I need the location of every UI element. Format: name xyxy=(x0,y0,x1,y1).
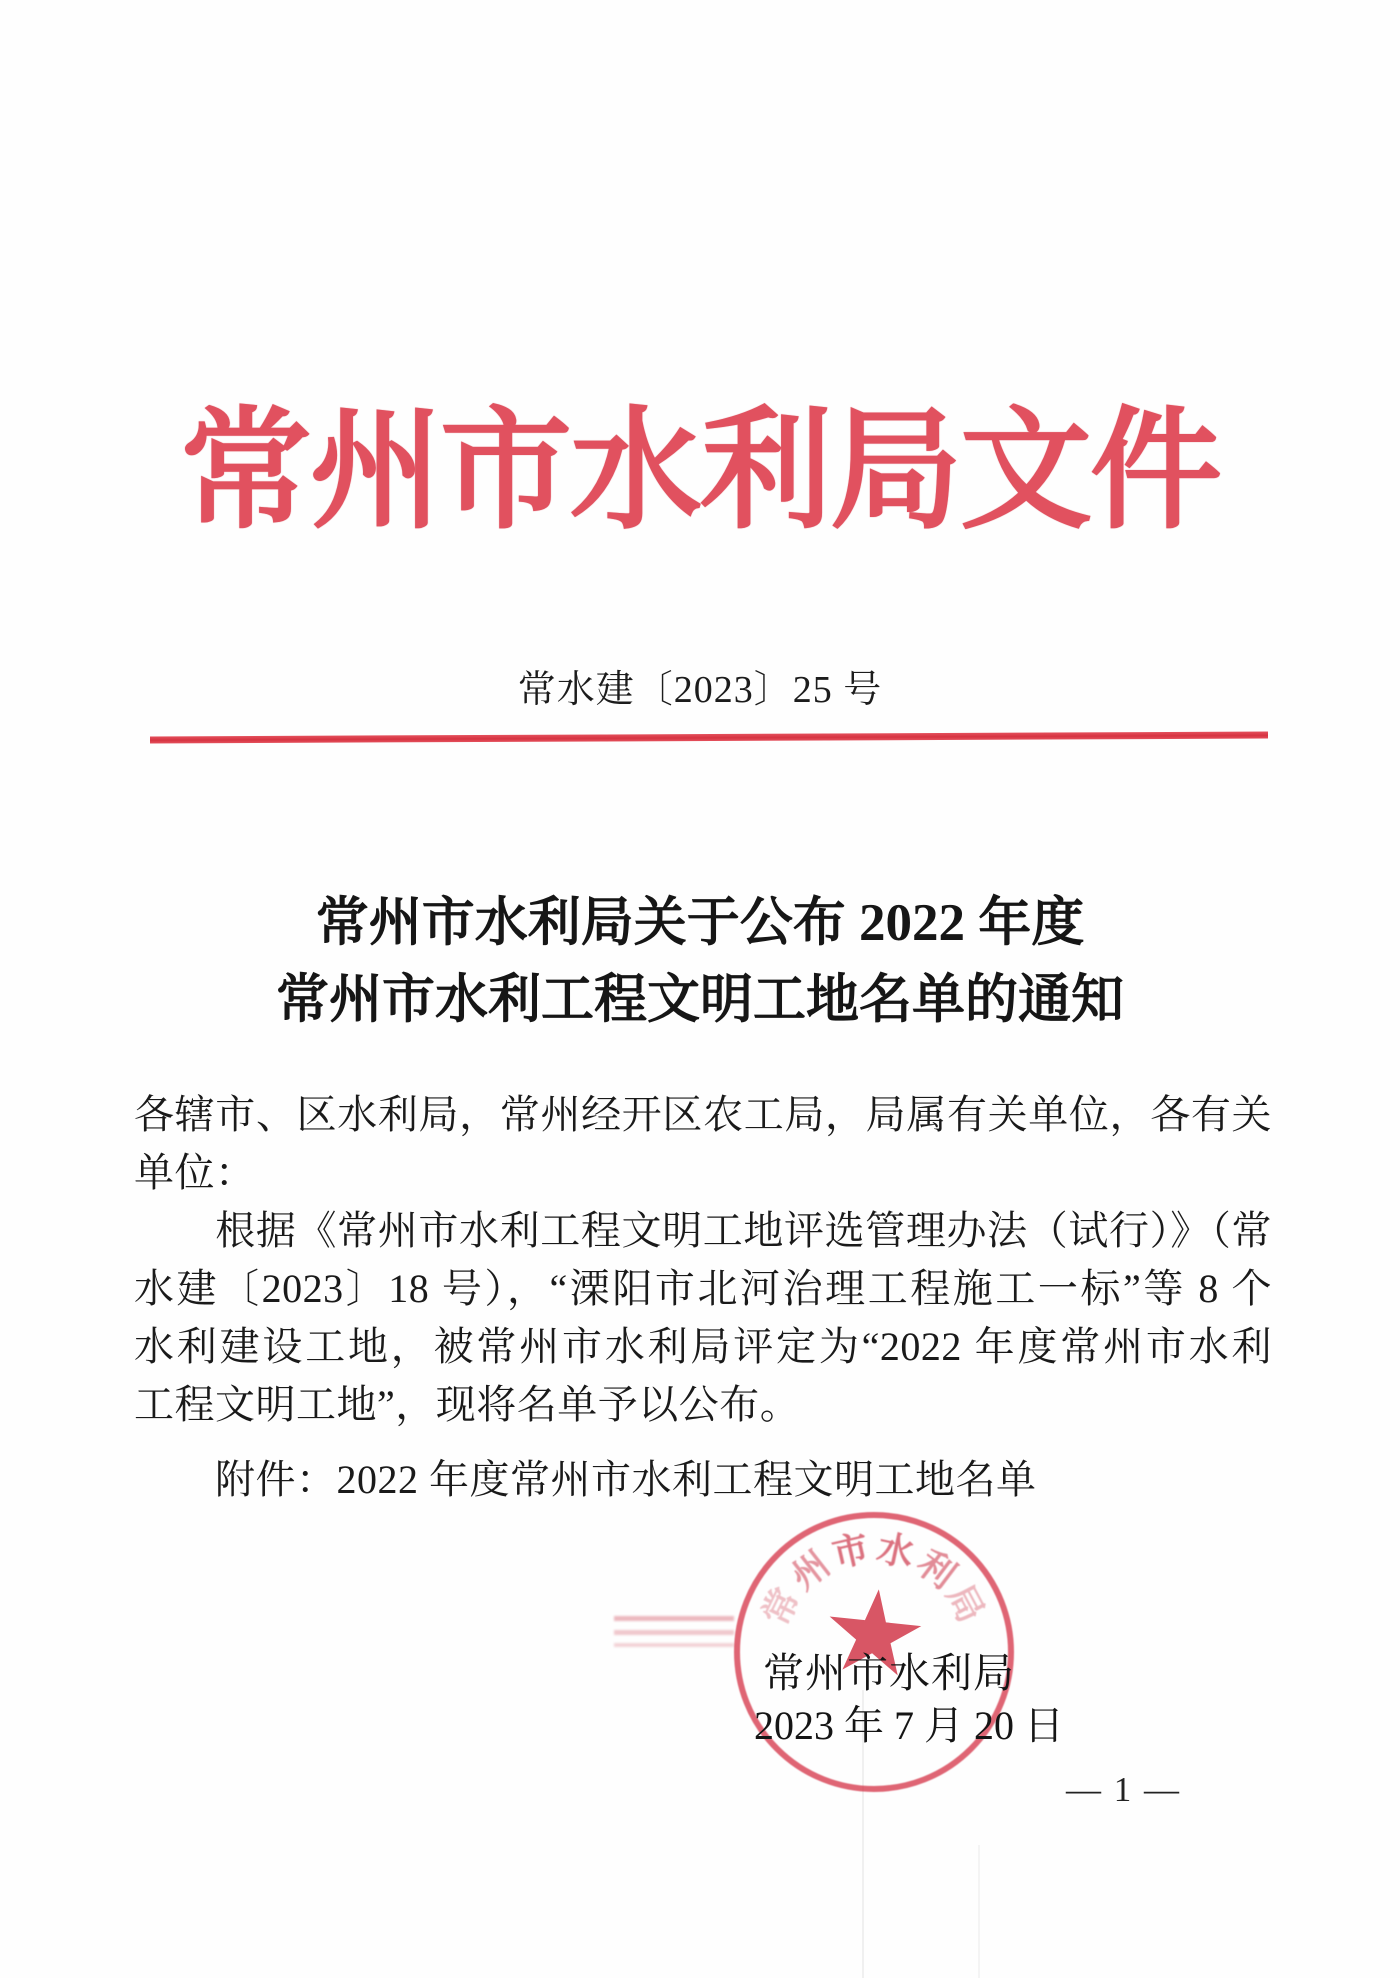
seal-arc-char: 水 xyxy=(873,1527,918,1575)
body-line: 水建〔2023〕18 号），“溧阳市北河治理工程施工一标”等 8 个 xyxy=(134,1266,1272,1311)
body-line: 根据《常州市水利工程文明工地评选管理办法（试行）》（常 xyxy=(134,1208,1272,1253)
notice-title-line-1: 常州市水利局关于公布 2022 年度 xyxy=(315,894,1085,952)
red-divider-rule xyxy=(150,732,1268,744)
body-line: 各辖市、区水利局，常州经开区农工局，局属有关单位，各有关 xyxy=(134,1092,1272,1137)
body-line: 水利建设工地，被常州市水利局评定为“2022 年度常州市水利 xyxy=(134,1324,1272,1369)
seal-arc-char: 州 xyxy=(783,1543,837,1598)
seal-arc-char: 市 xyxy=(828,1527,873,1575)
seal-arc-char: 利 xyxy=(909,1542,963,1597)
document-number: 常水建〔2023〕25 号 xyxy=(517,669,883,711)
seal-arc-char: 常 xyxy=(755,1581,807,1632)
notice-body xyxy=(134,1086,1272,1434)
seal-ink-smear xyxy=(614,1616,734,1650)
scan-fold-line xyxy=(978,1845,980,1978)
notice-title-line-2: 常州市水利工程文明工地名单的通知 xyxy=(276,971,1124,1029)
body-line: 单位： xyxy=(134,1150,256,1195)
seal-arc-char: 局 xyxy=(939,1578,992,1629)
body-line: 工程文明工地”，现将名单予以公布。 xyxy=(134,1382,801,1427)
attachment-line: 附件：2022 年度常州市水利工程文明工地名单 xyxy=(134,1457,1037,1502)
signature-date: 2023 年 7 月 20 日 xyxy=(754,1703,1064,1748)
page-number: — 1 — xyxy=(1066,1770,1181,1809)
letterhead-banner-title: 常州市水利局文件 xyxy=(180,398,1220,545)
signature-agency: 常州市水利局 xyxy=(763,1650,1015,1696)
